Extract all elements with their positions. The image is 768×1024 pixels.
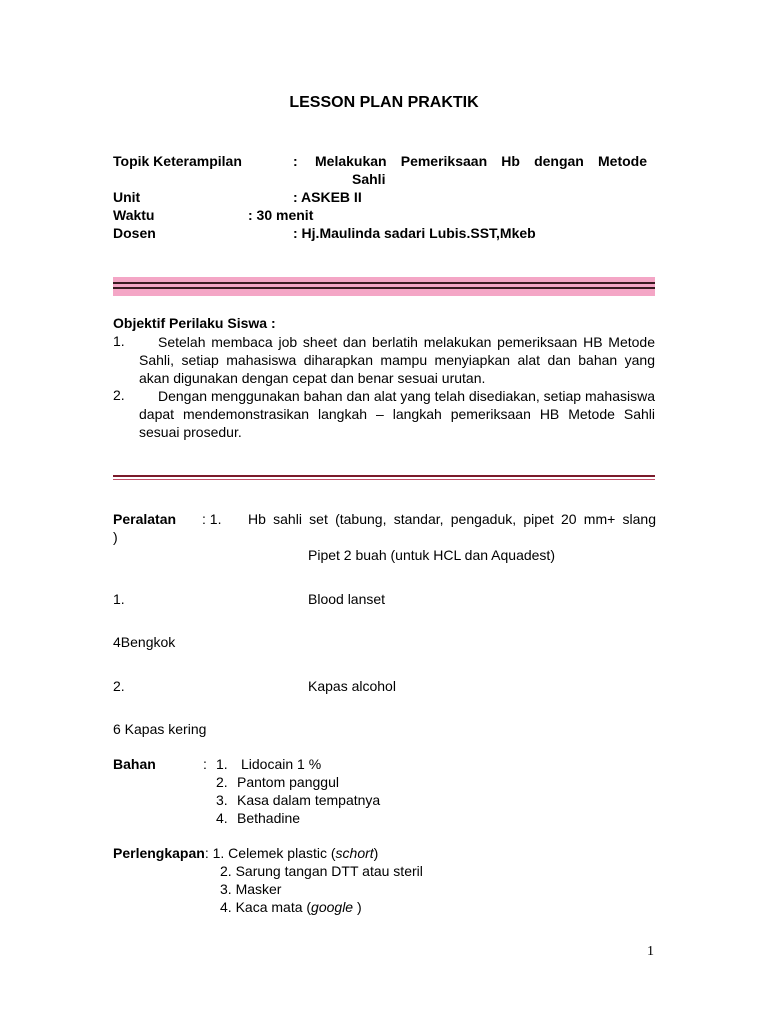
bahan-label: Bahan [113, 756, 156, 772]
bahan-sep: : [203, 756, 207, 772]
peralatan-label: Peralatan [113, 511, 177, 527]
unit-value: : ASKEB II [293, 189, 362, 205]
page-number: 1 [647, 944, 654, 959]
peralatan-blood-lanset: Blood lanset [308, 591, 386, 607]
bahan-item-1: Lidocain 1 % [241, 756, 322, 772]
dosen-value: : Hj.Maulinda sadari Lubis.SST,Mkeb [293, 225, 536, 241]
perlengkapan-sep: : [204, 845, 213, 861]
objective-2-number: 2. [113, 387, 125, 403]
perlengkapan-item-1-em: schort [335, 845, 374, 861]
bahan-item-3: Kasa dalam tempatnya [237, 792, 381, 808]
topik-value: Melakukan Pemeriksaan Hb dengan Metode [315, 153, 647, 169]
peralatan-kapas-alcohol: Kapas alcohol [308, 678, 396, 694]
bahan-item-3-num: 3. [216, 792, 228, 808]
pink-divider [113, 277, 655, 296]
peralatan-item-1-cont: ) [113, 529, 118, 545]
objective-1-number: 1. [113, 333, 125, 349]
peralatan-sep: : 1. [202, 511, 222, 527]
bahan-item-2-num: 2. [216, 774, 228, 790]
topik-value-cont: Sahli [352, 171, 386, 187]
bahan-item-4: Bethadine [237, 810, 301, 826]
perlengkapan-item-4-em: google [311, 899, 354, 915]
perlengkapan-item-3: 3. Masker [220, 881, 282, 897]
peralatan-num-b: 2. [113, 678, 125, 694]
bahan-item-4-num: 4. [216, 810, 228, 826]
peralatan-num-a: 1. [113, 591, 125, 607]
topik-label: Topik Keterampilan [113, 153, 242, 169]
objective-1-text: Setelah membaca job sheet dan berlatih melakukan pemeriksaan HB Metode Sahli, setiap mahasiswa diharapkan mampu menyiapkan alat dan bahan yang akan digunakan dengan cepat dan benar sesuai urutan. [139, 334, 655, 386]
page-title: LESSON PLAN PRAKTIK [289, 94, 479, 111]
peralatan-bengkok: 4Bengkok [113, 634, 176, 650]
dosen-label: Dosen [113, 225, 156, 241]
objectives-heading: Objektif Perilaku Siswa : [113, 315, 276, 331]
bahan-item-1-num: 1. [216, 756, 228, 772]
perlengkapan-item-4: 4. Kaca mata ( [220, 899, 312, 915]
objective-2-text: Dengan menggunakan bahan dan alat yang telah disediakan, setiap mahasiswa dapat mendemonstrasikan langkah – langkah pemeriksaan HB Metode Sahli sesuai prosedur. [139, 388, 655, 440]
perlengkapan-item-1: 1. Celemek plastic ( [212, 845, 336, 861]
topik-sep: : [293, 153, 298, 169]
peralatan-pipet: Pipet 2 buah (untuk HCL dan Aquadest) [308, 547, 555, 563]
bahan-item-2: Pantom panggul [237, 774, 339, 790]
perlengkapan-item-2: 2. Sarung tangan DTT atau steril [220, 863, 423, 879]
peralatan-item-1: Hb sahli set (tabung, standar, pengaduk, pipet 20 mm+ slang [248, 511, 656, 527]
maroon-divider [113, 475, 655, 481]
waktu-label: Waktu [113, 207, 155, 223]
waktu-value: : 30 menit [248, 207, 314, 223]
unit-label: Unit [113, 189, 141, 205]
peralatan-kapas-kering: 6 Kapas kering [113, 721, 207, 737]
perlengkapan-label: Perlengkapan [113, 845, 205, 861]
